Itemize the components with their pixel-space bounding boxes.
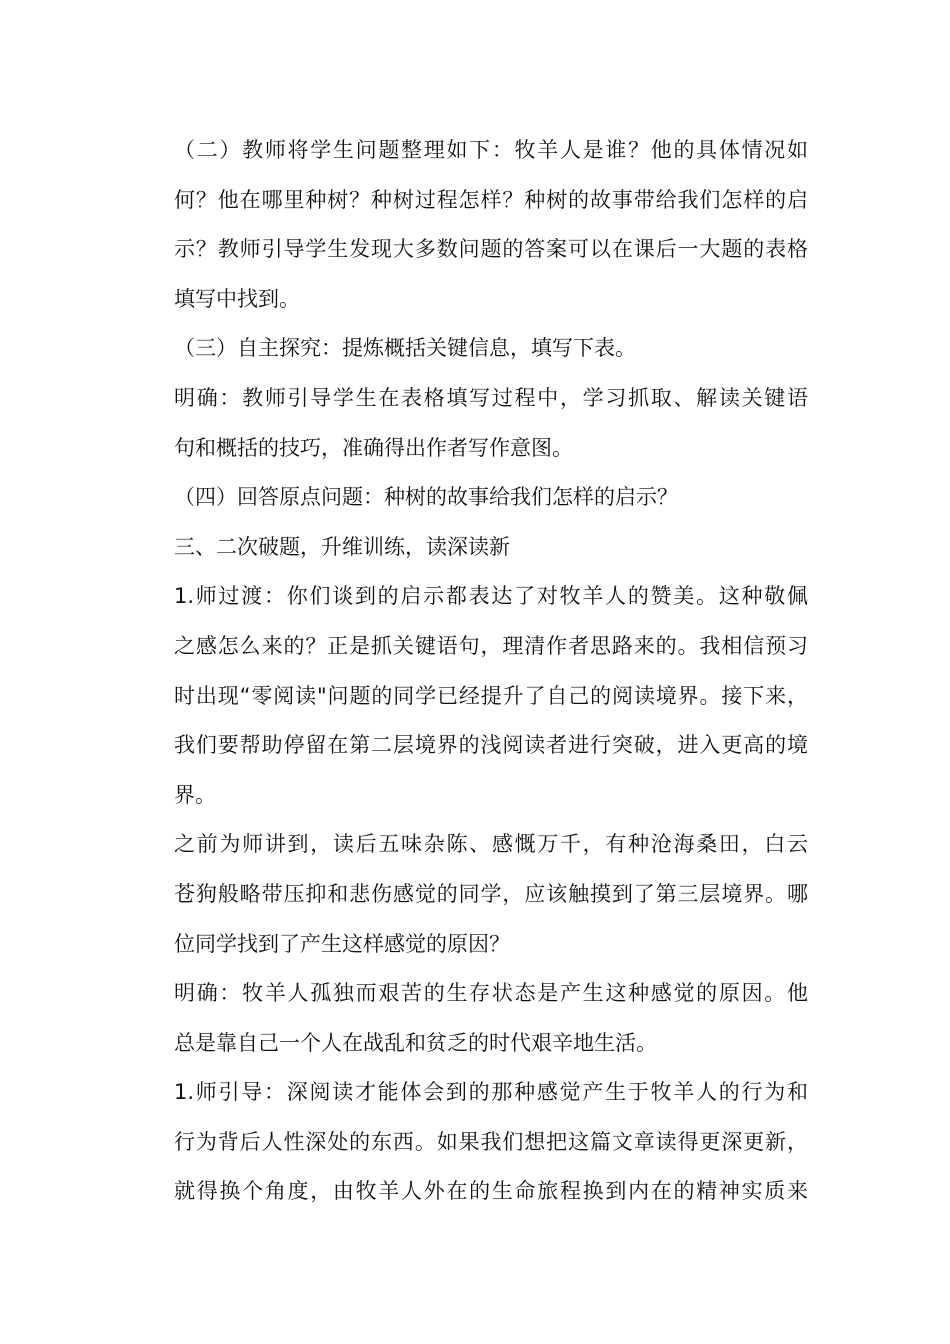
text-line: 苍狗般略带压抑和悲伤感觉的同学，应该触摸到了第三层境界。哪	[174, 881, 808, 906]
text-line: 1.师引导：深阅读才能体会到的那种感觉产生于牧羊人的行为和	[174, 1080, 808, 1105]
text-line: 之前为师讲到，读后五味杂陈、感慨万千，有种沧海桑田，白云	[174, 832, 808, 857]
text-line: （二）教师将学生问题整理如下：牧羊人是谁？他的具体情况如	[174, 138, 808, 162]
text-line: 时出现“零阅读"问题的同学已经提升了自己的阅读境界。接下来，	[174, 683, 808, 708]
text-line: 之感怎么来的？正是抓关键语句，理清作者思路来的。我相信预习	[174, 633, 808, 658]
paragraph-third-level	[144, 820, 808, 969]
text-line: 明确：牧羊人孤独而艰苦的生存状态是产生这种感觉的原因。他	[174, 981, 808, 1006]
text-line: 我们要帮助停留在第二层境界的浅阅读者进行突破，进入更高的境	[174, 733, 808, 758]
text-line: 就得换个角度，由牧羊人外在的生命旅程换到内在的精神实质来	[174, 1179, 808, 1204]
paragraph-teacher-questions	[144, 126, 808, 324]
paragraph-self-exploration	[144, 324, 808, 374]
paragraph-clarify-shepherd	[144, 969, 808, 1068]
text-line: 句和概括的技巧，准确得出作者写作意图。	[174, 435, 573, 460]
text-line: 何？他在哪里种树？种树过程怎样？种树的故事带给我们怎样的启	[174, 187, 808, 212]
text-line: 行为背后人性深处的东西。如果我们想把这篇文章读得更深更新，	[174, 1129, 808, 1154]
text-line: 1.师过渡：你们谈到的启示都表达了对牧羊人的赞美。这种敬佩	[174, 584, 808, 609]
text-line: 明确：教师引导学生在表格填写过程中，学习抓取、解读关键语	[174, 385, 808, 410]
section-heading-three	[144, 523, 808, 573]
paragraph-clarify-table	[144, 374, 808, 473]
document-page	[144, 126, 808, 1217]
paragraph-teacher-guide	[144, 1068, 808, 1217]
text-line: （三）自主探究：提炼概括关键信息，填写下表。	[174, 336, 636, 361]
text-line: 填写中找到。	[174, 286, 300, 311]
text-line: 位同学找到了产生这样感觉的原因？	[174, 931, 510, 956]
paragraph-teacher-transition	[144, 572, 808, 820]
text-line: 界。	[174, 782, 216, 807]
paragraph-origin-question	[144, 473, 808, 523]
text-line: （四）回答原点问题：种树的故事给我们怎样的启示？	[174, 485, 678, 510]
text-line: 总是靠自己一个人在战乱和贫乏的时代艰辛地生活。	[174, 1030, 657, 1055]
text-line: 示？教师引导学生发现大多数问题的答案可以在课后一大题的表格	[174, 237, 808, 262]
text-line: 三、二次破题，升维训练，读深读新	[174, 534, 510, 559]
